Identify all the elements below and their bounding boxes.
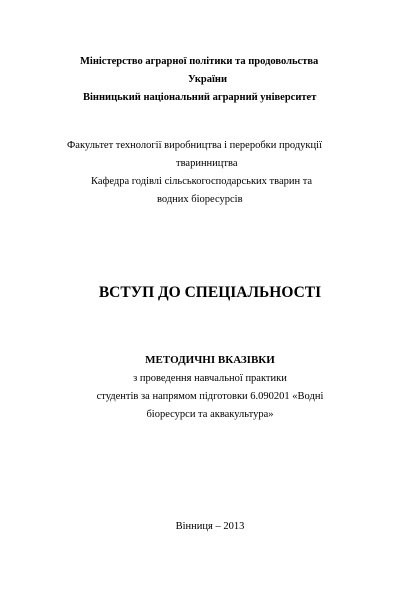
guidelines-line-2: студентів за напрямом підготовки 6.090201 «Водні (96, 391, 324, 402)
department-line-2: водних біоресурсів (157, 194, 243, 205)
university-line: Вінницький національний аграрний університет (83, 92, 317, 103)
place-year: Вінниця – 2013 (175, 521, 245, 532)
department-line-1: Кафедра годівлі сільськогосподарських тварин та (91, 176, 313, 187)
guidelines-heading: МЕТОДИЧНІ ВКАЗІВКИ (145, 354, 275, 366)
faculty-line-1: Факультет технології виробництва і переробки продукції (67, 140, 322, 151)
document-title: ВСТУП ДО СПЕЦІАЛЬНОСТІ (98, 284, 322, 301)
guidelines-line-3: біоресурси та аквакультура» (146, 409, 274, 420)
ministry-line: Міністерство аграрної політики та продовольства (80, 56, 319, 67)
faculty-line-2: тваринництва (176, 158, 238, 169)
country-line: України (188, 74, 228, 85)
guidelines-line-1: з проведення навчальної практики (133, 373, 287, 384)
